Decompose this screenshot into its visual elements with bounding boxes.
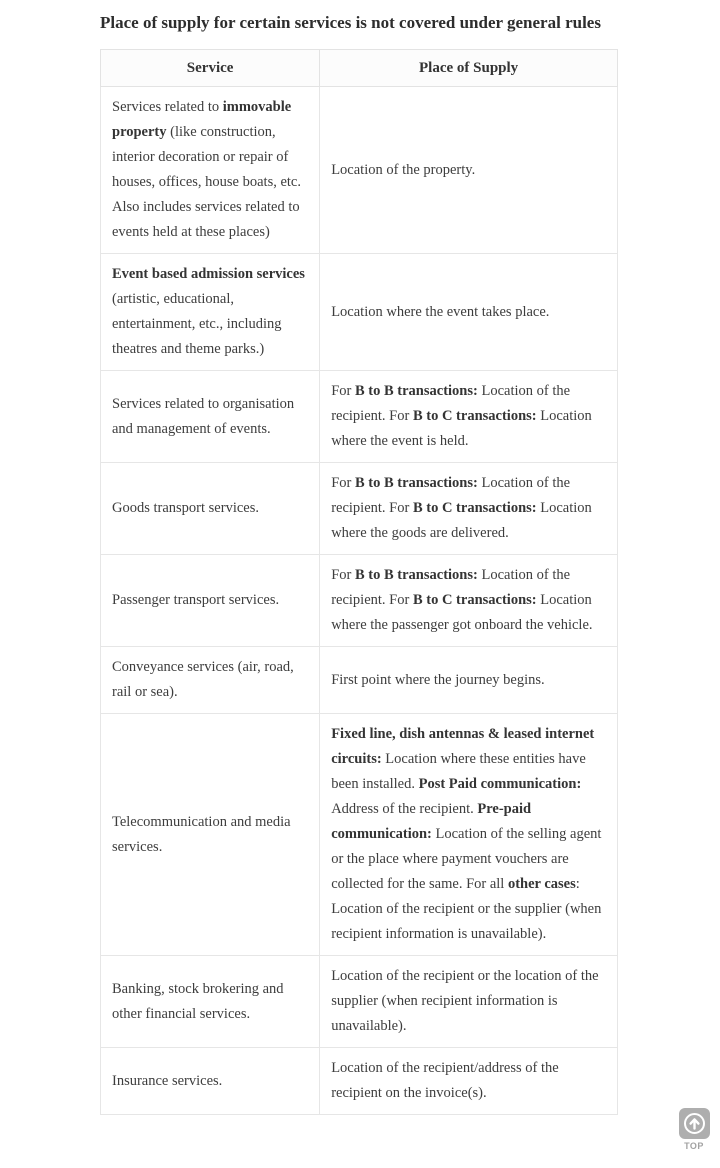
place-cell: Location of the property. [320, 87, 618, 254]
service-cell: Passenger transport services. [101, 555, 320, 647]
place-cell: For B to B transactions: Location of the recipient. For B to C transactions: Location where the goods are delivered. [320, 463, 618, 555]
place-cell: Location of the recipient/address of the recipient on the invoice(s). [320, 1048, 618, 1115]
service-cell: Services related to immovable property (like construction, interior decoration or repair of houses, offices, house boats, etc. Also includes services related to events held at these places) [101, 87, 320, 254]
service-cell: Goods transport services. [101, 463, 320, 555]
table-header-row [101, 50, 618, 87]
table-row [101, 956, 618, 1048]
page-title: Place of supply for certain services is not covered under general rules [100, 13, 601, 32]
table-row [101, 371, 618, 463]
service-cell: Telecommunication and media services. [101, 714, 320, 956]
table-body [101, 87, 618, 1115]
table-row [101, 1048, 618, 1115]
table-header-place: Place of Supply [320, 50, 618, 87]
service-cell: Event based admission services (artistic, educational, entertainment, etc., including theatres and theme parks.) [101, 254, 320, 371]
service-cell: Services related to organisation and management of events. [101, 371, 320, 463]
table-row [101, 463, 618, 555]
back-to-top-button[interactable] [672, 1108, 716, 1151]
table-row [101, 254, 618, 371]
table-row [101, 555, 618, 647]
place-cell: For B to B transactions: Location of the recipient. For B to C transactions: Location where the event is held. [320, 371, 618, 463]
place-cell: Location where the event takes place. [320, 254, 618, 371]
table-header-service: Service [101, 50, 320, 87]
table-row [101, 647, 618, 714]
article-content [100, 9, 618, 1115]
services-table [100, 49, 618, 1115]
place-cell: For B to B transactions: Location of the recipient. For B to C transactions: Location where the passenger got onboard the vehicle. [320, 555, 618, 647]
place-cell: Fixed line, dish antennas & leased internet circuits: Location where these entities have been installed. Post Paid communication: Address of the recipient. Pre-paid communication: Location of the selling agent or the place where payment vouchers are collected for the same. For all other cases: Location of the recipient or the supplier (when recipient information is unavailable). [320, 714, 618, 956]
service-cell: Conveyance services (air, road, rail or sea). [101, 647, 320, 714]
back-to-top-label: TOP [684, 1141, 704, 1151]
service-cell: Banking, stock brokering and other financial services. [101, 956, 320, 1048]
place-cell: Location of the recipient or the location of the supplier (when recipient information is unavailable). [320, 956, 618, 1048]
up-arrow-icon [679, 1108, 710, 1139]
service-cell: Insurance services. [101, 1048, 320, 1115]
table-row [101, 714, 618, 956]
place-cell: First point where the journey begins. [320, 647, 618, 714]
table-row [101, 87, 618, 254]
